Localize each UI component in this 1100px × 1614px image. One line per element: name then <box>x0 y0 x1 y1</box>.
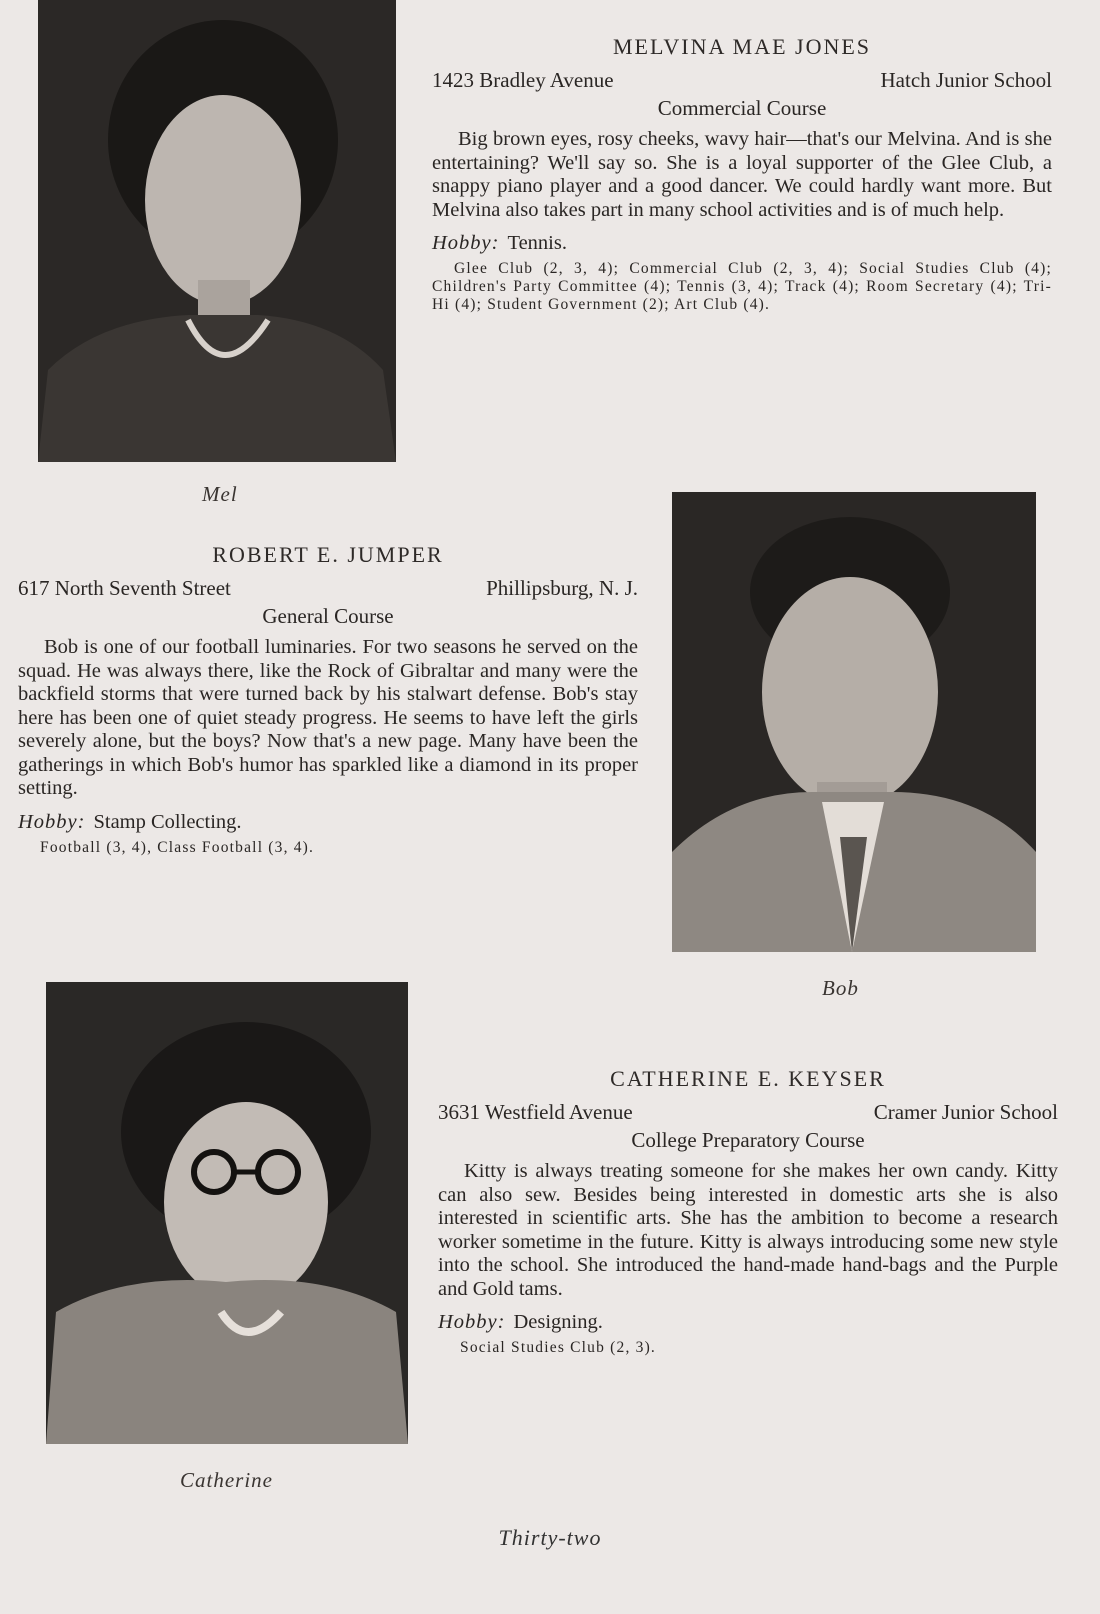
biography-text: Big brown eyes, rosy cheeks, wavy hair—that's our Melvina. And is she entertaining? We'll say so. She is a loyal supporter of the Glee Club, a snappy piano player and a good dancer. We could hardly want more. But Melvina also takes part in many school activities and is of much help. <box>432 128 1052 221</box>
student-name: ROBERT E. JUMPER <box>212 542 444 567</box>
junior-school: Hatch Junior School <box>880 68 1052 92</box>
activities-list: Social Studies Club (2, 3). <box>460 1339 657 1356</box>
course-name: General Course <box>262 604 394 628</box>
hobby-value: Designing. <box>513 1311 603 1333</box>
hobby-line <box>438 1309 1058 1335</box>
hobby-value: Stamp Collecting. <box>93 810 242 833</box>
portrait-silhouette <box>672 492 1036 952</box>
hobby-value: Tennis. <box>507 232 567 254</box>
biography-text: Bob is one of our football luminaries. For two seasons he served on the squad. He was always there, like the Rock of Gibraltar and many were the backfield storms that were turned back by his stalwart defense. Bob's stay here has been one of quiet steady progress. He seems to have left the girls severely alone, but the boys? Now that's a new page. Many have been the gatherings in which Bob's humor has sparkled like a diamond in its proper setting. <box>18 636 638 799</box>
hobby-label: Hobby: <box>432 232 500 254</box>
student-name: CATHERINE E. KEYSER <box>610 1066 886 1091</box>
hobby-line <box>432 230 1052 256</box>
course-name: Commercial Course <box>657 96 827 120</box>
portrait-silhouette <box>46 982 408 1444</box>
course-name: College Preparatory Course <box>631 1128 865 1152</box>
activities-list: Football (3, 4), Class Football (3, 4). <box>40 838 315 856</box>
nickname-caption-catherine: Catherine <box>180 1468 273 1492</box>
student-entry-melvina <box>432 34 1052 314</box>
street-address: 1423 Bradley Avenue <box>432 68 614 92</box>
portrait-silhouette <box>38 0 396 462</box>
hobby-line <box>18 809 638 835</box>
hometown: Phillipsburg, N. J. <box>486 576 638 600</box>
student-name: MELVINA MAE JONES <box>612 34 872 59</box>
address-line <box>438 1098 1058 1126</box>
nickname-caption-robert: Bob <box>822 976 859 1000</box>
student-entry-robert <box>18 542 638 857</box>
activities-list: Glee Club (2, 3, 4); Commercial Club (2, 3, 4); Social Studies Club (4); Children's Party Committee (4); Tennis (3, 4); Track (4); Room Secretary (4); Tri-Hi (4); Student Government (2); Art Club (4). <box>432 260 1052 313</box>
student-entry-catherine <box>438 1066 1058 1357</box>
portrait-photo-catherine <box>46 982 408 1444</box>
hobby-label: Hobby: <box>438 1311 506 1333</box>
nickname-caption-melvina: Mel <box>202 482 238 506</box>
portrait-photo-melvina <box>38 0 396 462</box>
junior-school: Cramer Junior School <box>873 1100 1058 1124</box>
address-line <box>18 574 638 602</box>
street-address: 3631 Westfield Avenue <box>438 1100 633 1124</box>
address-line <box>432 66 1052 94</box>
street-address: 617 North Seventh Street <box>18 576 231 600</box>
portrait-photo-robert <box>672 492 1036 952</box>
hobby-label: Hobby: <box>18 810 86 833</box>
biography-text: Kitty is always treating someone for she makes her own candy. Kitty can also sew. Besides being interested in domestic arts she is also interested in scientific arts. She has the ambition to become a research worker sometime in the future. Kitty is always introducing some new style into the school. She introduced the hand-made hand-bags and the Purple and Gold tams. <box>438 1160 1058 1300</box>
page-number: Thirty-two <box>498 1525 602 1550</box>
